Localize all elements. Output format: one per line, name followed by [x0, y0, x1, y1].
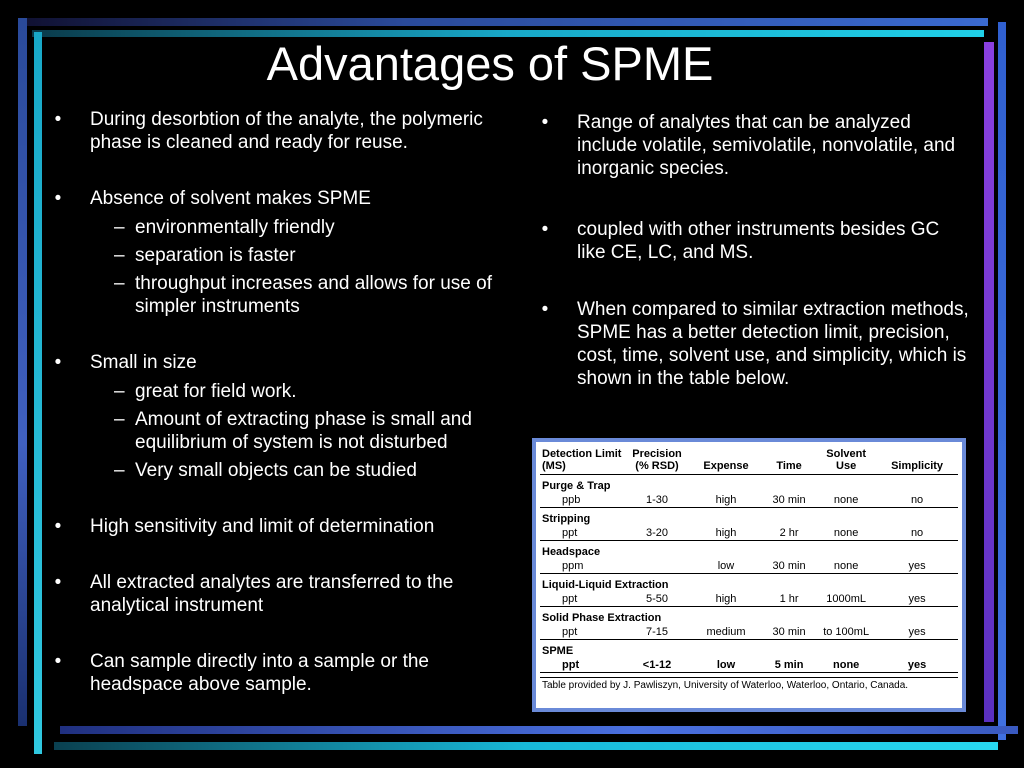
comparison-table-image [540, 446, 958, 704]
dash-marker: – [114, 381, 125, 402]
bullet-marker: • [54, 109, 62, 130]
header-expense: Expense [703, 460, 749, 472]
slide-title: Advantages of SPME [266, 37, 714, 90]
header-solvent-use: Solvent Use [826, 448, 866, 472]
table-method-row [540, 508, 958, 527]
right-bullet-item [539, 298, 969, 390]
cell-simplicity: yes [908, 626, 926, 638]
cell-simplicity: yes [908, 560, 926, 572]
cell-expense: high [715, 494, 737, 506]
cell-expense: medium [706, 626, 746, 638]
sub-bullet-list [90, 380, 524, 482]
frame-bar-left-cyan [34, 32, 42, 754]
bullet-text: Small in size [90, 352, 197, 373]
header-precision: Precision (% RSD) [632, 448, 682, 472]
cell-solvent: none [833, 527, 859, 539]
bullet-text: coupled with other instruments besides GC like CE, LC, and MS. [577, 219, 940, 263]
dash-marker: – [114, 245, 125, 266]
cell-detection: ppt [562, 593, 578, 605]
header-detection-limit: Detection Limit (MS) [542, 448, 622, 472]
header-time: Time [776, 460, 802, 472]
comparison-table [540, 446, 958, 673]
method-name: Purge & Trap [542, 480, 611, 492]
table-method-row [540, 640, 958, 659]
cell-detection: ppm [562, 560, 584, 572]
left-bullet-item [52, 650, 524, 696]
bullet-marker: • [54, 572, 62, 593]
cell-precision: 1-30 [645, 494, 669, 506]
sub-bullet-item [90, 272, 524, 318]
cell-solvent: none [833, 659, 860, 671]
cell-time: 5 min [774, 659, 804, 671]
dash-marker: – [114, 217, 125, 238]
cell-solvent: to 100mL [823, 626, 870, 638]
sub-bullet-list [90, 216, 524, 318]
cell-time: 30 min [772, 494, 806, 506]
header-simplicity: Simplicity [891, 460, 944, 472]
sub-bullet-text: throughput increases and allows for use of simpler instruments [135, 273, 492, 317]
table-method-row [540, 607, 958, 626]
bullet-text: All extracted analytes are transferred to the analytical instrument [90, 572, 454, 616]
comparison-table-body [540, 475, 958, 673]
dash-marker: – [114, 460, 125, 481]
method-name: Headspace [542, 546, 601, 558]
sub-bullet-text: Amount of extracting phase is small and equilibrium of system is not disturbed [135, 409, 472, 453]
right-bullet-list [539, 111, 969, 428]
sub-bullet-text: separation is faster [135, 245, 296, 266]
frame-bar-right-blue [998, 22, 1006, 740]
table-row [540, 592, 958, 607]
left-bullet-item [52, 351, 524, 482]
table-row [540, 493, 958, 508]
cell-time: 1 hr [779, 593, 799, 605]
cell-detection: ppb [562, 494, 581, 506]
cell-time: 30 min [772, 626, 806, 638]
table-row [540, 559, 958, 574]
cell-solvent: 1000mL [826, 593, 867, 605]
bullet-text: High sensitivity and limit of determination [90, 516, 435, 537]
cell-time: 30 min [772, 560, 806, 572]
frame-bar-right-purple [984, 42, 994, 722]
table-row [540, 625, 958, 640]
left-bullet-item [52, 108, 524, 154]
cell-precision: 5-50 [645, 593, 669, 605]
sub-bullet-item [90, 380, 524, 403]
cell-precision [624, 559, 690, 574]
table-method-row [540, 574, 958, 593]
cell-simplicity: yes [908, 593, 926, 605]
cell-expense: low [716, 659, 736, 671]
method-name: Solid Phase Extraction [542, 612, 662, 624]
bullet-text: Absence of solvent makes SPME [90, 188, 371, 209]
cell-solvent: none [833, 494, 859, 506]
dash-marker: – [114, 273, 125, 294]
sub-bullet-item [90, 216, 524, 239]
left-bullet-item [52, 571, 524, 617]
dash-marker: – [114, 409, 125, 430]
frame-bar-left-blue [18, 18, 27, 726]
bullet-marker: • [54, 651, 62, 672]
frame-bar-bottom-cyan [54, 742, 998, 750]
table-method-row [540, 541, 958, 560]
cell-precision: 7-15 [645, 626, 669, 638]
sub-bullet-text: Very small objects can be studied [135, 460, 417, 481]
bullet-marker: • [54, 188, 62, 209]
cell-simplicity: no [910, 527, 924, 539]
cell-solvent: none [833, 560, 859, 572]
cell-expense: high [715, 527, 737, 539]
bullet-marker: • [541, 112, 549, 133]
sub-bullet-item [90, 459, 524, 482]
cell-detection: ppt [562, 626, 578, 638]
bullet-text: When compared to similar extraction methods, SPME has a better detection limit, precision, cost, time, solvent use, and simplicity, which is shown in the table below. [577, 299, 969, 389]
bullet-text: Can sample directly into a sample or the headspace above sample. [90, 651, 429, 695]
table-row [540, 526, 958, 541]
method-name: Stripping [542, 513, 591, 525]
sub-bullet-text: environmentally friendly [135, 217, 335, 238]
left-bullet-item [52, 515, 524, 538]
cell-time: 2 hr [779, 527, 799, 539]
cell-simplicity: no [910, 494, 924, 506]
table-row [540, 658, 958, 673]
cell-precision: 3-20 [645, 527, 669, 539]
bullet-marker: • [541, 299, 549, 320]
sub-bullet-text: great for field work. [135, 381, 297, 402]
left-bullet-list [52, 108, 524, 729]
method-name: Liquid-Liquid Extraction [542, 579, 669, 591]
frame-bar-top-blue [18, 18, 988, 26]
right-bullet-item [539, 218, 969, 264]
table-method-row [540, 475, 958, 494]
bullet-marker: • [541, 219, 549, 240]
table-caption: Table provided by J. Pawliszyn, University of Waterloo, Waterloo, Ontario, Canada. [540, 677, 958, 691]
sub-bullet-item [90, 408, 524, 454]
method-name: SPME [542, 645, 574, 657]
bullet-text: During desorbtion of the analyte, the polymeric phase is cleaned and ready for reuse. [90, 109, 483, 153]
bullet-text: Range of analytes that can be analyzed include volatile, semivolatile, nonvolatile, and inorganic species. [577, 112, 956, 179]
cell-expense: high [715, 593, 737, 605]
cell-simplicity: yes [907, 659, 927, 671]
bullet-marker: • [54, 352, 62, 373]
comparison-table-frame [532, 438, 966, 712]
cell-precision: <1-12 [642, 659, 672, 671]
cell-detection: ppt [562, 527, 578, 539]
left-bullet-item [52, 187, 524, 318]
cell-expense: low [717, 560, 735, 572]
bullet-marker: • [54, 516, 62, 537]
sub-bullet-item [90, 244, 524, 267]
right-bullet-item [539, 111, 969, 180]
cell-detection: ppt [562, 659, 580, 671]
